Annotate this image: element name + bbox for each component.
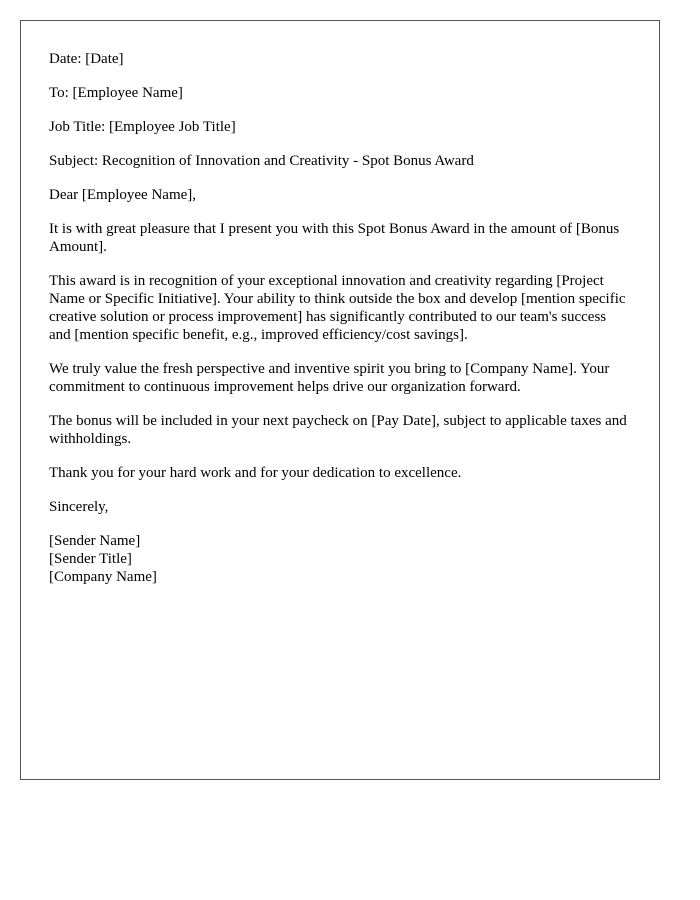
sender-title: [Sender Title]: [49, 551, 132, 567]
recipient-line: To: [Employee Name]: [49, 85, 183, 101]
paragraph-award-intro: It is with great pleasure that I present you with this Spot Bonus Award in the amount of [Bonus Amount].: [49, 221, 620, 255]
salutation: Dear [Employee Name],: [49, 187, 197, 203]
subject-line: Subject: Recognition of Innovation and Creativity - Spot Bonus Award: [49, 153, 474, 169]
date-line: Date: [Date]: [49, 51, 124, 67]
paragraph-payment: The bonus will be included in your next paycheck on [Pay Date], subject to applicable taxes and withholdings.: [49, 413, 627, 447]
letter-page: [20, 20, 660, 780]
job-title-line: Job Title: [Employee Job Title]: [49, 119, 236, 135]
closing: Sincerely,: [49, 499, 109, 515]
letter-body: [49, 50, 629, 586]
sender-name: [Sender Name]: [49, 533, 141, 549]
paragraph-value: We truly value the fresh perspective and inventive spirit you bring to [Company Name]. Your commitment to continuous improvement helps drive our organization forward.: [49, 361, 610, 395]
signature-block: [49, 532, 629, 586]
paragraph-recognition: This award is in recognition of your exceptional innovation and creativity regarding [Project Name or Specific Initiative]. Your ability to think outside the box and develop [mention specific creative solution or process improvement] has significantly contributed to our team's success and [mention specific benefit, e.g., improved efficiency/cost savings].: [49, 273, 626, 343]
paragraph-thanks: Thank you for your hard work and for your dedication to excellence.: [49, 465, 462, 481]
company-name: [Company Name]: [49, 569, 157, 585]
